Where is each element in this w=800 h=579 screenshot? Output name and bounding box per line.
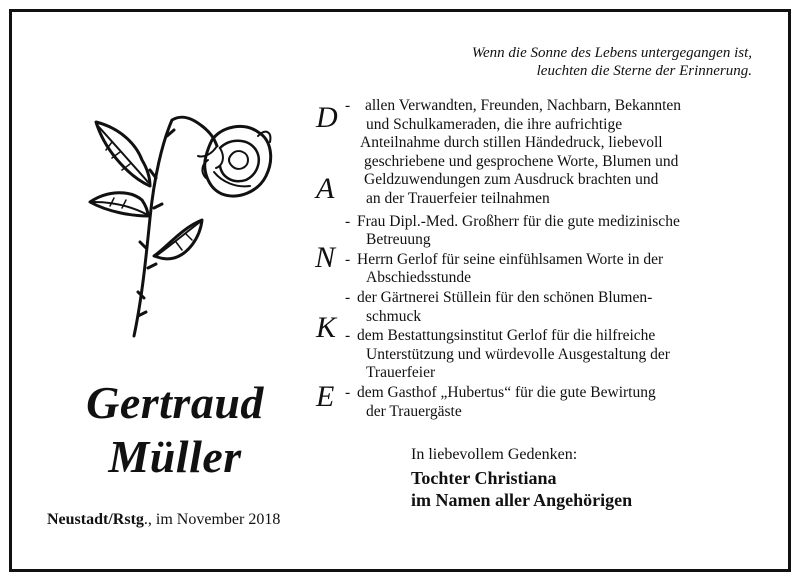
closing-phrase: In liebevollem Gedenken:: [411, 446, 578, 463]
thanks-entry-doctor: [345, 213, 765, 250]
dash: -: [345, 288, 351, 306]
deceased-name: [30, 376, 320, 484]
thanks-line: schmuck: [366, 307, 422, 325]
deceased-last-name: Müller: [108, 431, 242, 482]
thanks-line: geschriebene und gesprochene Worte, Blumen und: [364, 152, 679, 170]
thanks-line: Trauerfeier: [366, 364, 436, 382]
thanks-line: dem Bestattungsinstitut Gerlof für die hilfreiche: [357, 327, 656, 345]
motto-line-2: leuchten die Sterne der Erinnerung.: [536, 63, 752, 79]
thanks-line: dem Gasthof „Hubertus“ für die gute Bewirtung: [357, 383, 656, 401]
dash: -: [345, 97, 351, 114]
thanks-line: allen Verwandten, Freunden, Nachbarn, Bekannten: [365, 97, 682, 114]
dash: -: [345, 383, 351, 401]
danke-letter-n: N: [315, 241, 336, 274]
thanks-line: der Gärtnerei Stüllein für den schönen Blumen-: [357, 288, 653, 306]
thanks-entry-relatives: [345, 97, 765, 209]
thanks-entry-funeral-home: [345, 327, 765, 383]
danke-letter-d: D: [316, 101, 338, 134]
place-date-rest: ., im November 2018: [143, 511, 281, 528]
danke-letter-k: K: [316, 311, 337, 344]
motto-line-1: Wenn die Sonne des Lebens untergegangen ist,: [471, 45, 752, 61]
thanks-list: [345, 97, 765, 421]
thanks-line: Herrn Gerlof für seine einfühlsamen Worte in der: [357, 250, 664, 268]
danke-letter-a: A: [316, 172, 335, 205]
thanks-entry-florist: [345, 289, 765, 326]
thanks-line: an der Trauerfeier teilnahmen: [366, 189, 550, 207]
dash: -: [345, 212, 351, 230]
dash: -: [345, 327, 351, 345]
dash: -: [345, 250, 351, 268]
place-name: Neustadt/Rstg: [47, 511, 144, 528]
thanks-line: Anteilnahme durch stillen Händedruck, liebevoll: [360, 134, 663, 152]
danke-letter-e: E: [316, 380, 335, 413]
thanks-entry-speaker: [345, 251, 765, 288]
thanks-line: und Schulkameraden, die ihre aufrichtige: [366, 115, 623, 133]
rose-illustration: [72, 108, 282, 343]
thanks-entry-inn: [345, 384, 765, 421]
motto: [472, 44, 752, 80]
thanks-line: der Trauergäste: [366, 402, 462, 420]
thanks-line: Abschiedsstunde: [366, 269, 472, 287]
place-date: [47, 511, 280, 529]
thanks-line: Geldzuwendungen zum Ausdruck brachten und: [364, 171, 659, 189]
family-signature: [411, 467, 632, 511]
thanks-line: Betreuung: [366, 231, 431, 249]
family-line-2: im Namen aller Angehörigen: [411, 490, 633, 510]
deceased-first-name: Gertraud: [86, 377, 264, 428]
family-line-1: Tochter Christiana: [411, 468, 557, 488]
thanks-line: Unterstützung und würdevolle Ausgestaltung der: [366, 345, 670, 363]
thanks-line: Frau Dipl.-Med. Großherr für die gute medizinische: [357, 212, 680, 230]
